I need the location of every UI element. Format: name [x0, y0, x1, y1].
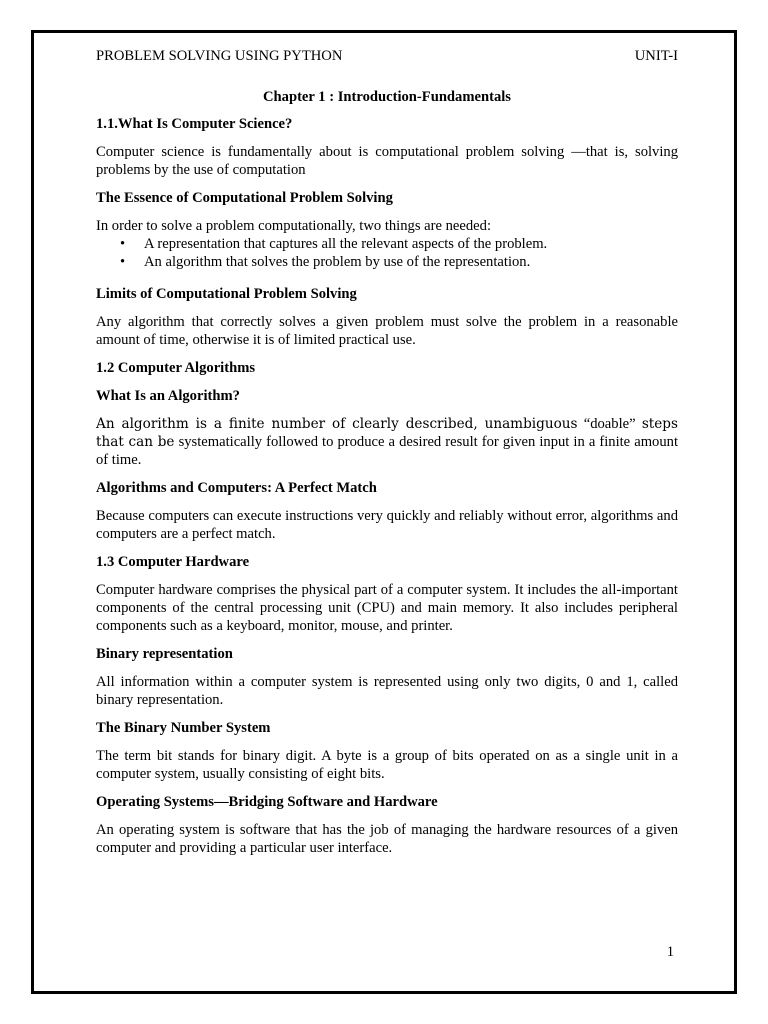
section-heading-what-is-cs: 1.1.What Is Computer Science?: [96, 116, 293, 132]
section-heading-binary-representation: Binary representation: [96, 646, 233, 662]
algorithm-definition-part-3: systematically followed to produce a desired result for given input in a finite amount of time.: [96, 434, 678, 468]
algorithm-definition-part-2: steps that can be: [96, 416, 678, 450]
list-item-text: An algorithm that solves the problem by use of the representation.: [144, 254, 531, 270]
list-item-text: A representation that captures all the relevant aspects of the problem.: [144, 236, 548, 252]
paragraph-binary-number-system: The term bit stands for binary digit. A byte is a group of bits operated on as a single unit in a computer system, usually consisting of eight bits.: [96, 748, 678, 782]
page-header: [96, 47, 678, 65]
paragraph-what-is-algorithm: [96, 415, 678, 469]
header-course-title: PROBLEM SOLVING USING PYTHON: [96, 48, 343, 64]
bullet-list: [96, 235, 678, 271]
bullet-icon: •: [120, 254, 126, 270]
chapter-title: Chapter 1 : Introduction-Fundamentals: [263, 89, 511, 105]
paragraph-essence: In order to solve a problem computationally, two things are needed:: [96, 218, 491, 234]
list-item: [120, 253, 678, 271]
list-item: [120, 235, 678, 253]
document-page: [31, 30, 737, 994]
paragraph-binary-representation: All information within a computer system is represented using only two digits, 0 and 1, called binary representation.: [96, 674, 678, 708]
bullet-icon: •: [120, 236, 126, 252]
header-unit-label: UNIT-I: [634, 48, 678, 64]
paragraph-what-is-cs: Computer science is fundamentally about is computational problem solving —that is, solving problems by the use of computation: [96, 144, 678, 178]
page-content: [96, 47, 678, 867]
paragraph-operating-systems: An operating system is software that has the job of managing the hardware resources of a given computer and providing a particular user interface.: [96, 822, 678, 856]
section-heading-perfect-match: Algorithms and Computers: A Perfect Match: [96, 480, 377, 496]
section-heading-limits: Limits of Computational Problem Solving: [96, 286, 357, 302]
section-heading-operating-systems: Operating Systems—Bridging Software and Hardware: [96, 794, 438, 810]
algorithm-definition-doable: “doable”: [577, 416, 642, 432]
section-heading-binary-number-system: The Binary Number System: [96, 720, 271, 736]
section-heading-essence: The Essence of Computational Problem Solving: [96, 190, 393, 206]
page-number: 1: [666, 944, 674, 960]
paragraph-perfect-match: Because computers can execute instructions very quickly and reliably without error, algorithms and computers are a perfect match.: [96, 508, 678, 542]
section-heading-hardware: 1.3 Computer Hardware: [96, 554, 250, 570]
paragraph-limits: Any algorithm that correctly solves a given problem must solve the problem in a reasonable amount of time, otherwise it is of limited practical use.: [96, 314, 678, 348]
algorithm-definition-part-1: An algorithm is a finite number of clearly described, unambiguous: [96, 416, 578, 432]
section-heading-what-is-algorithm: What Is an Algorithm?: [96, 388, 240, 404]
section-heading-computer-algorithms: 1.2 Computer Algorithms: [96, 360, 256, 376]
paragraph-hardware: Computer hardware comprises the physical part of a computer system. It includes the all-important components of the central processing unit (CPU) and main memory. It also includes peripheral components such as a keyboard, monitor, mouse, and printer.: [96, 582, 678, 634]
